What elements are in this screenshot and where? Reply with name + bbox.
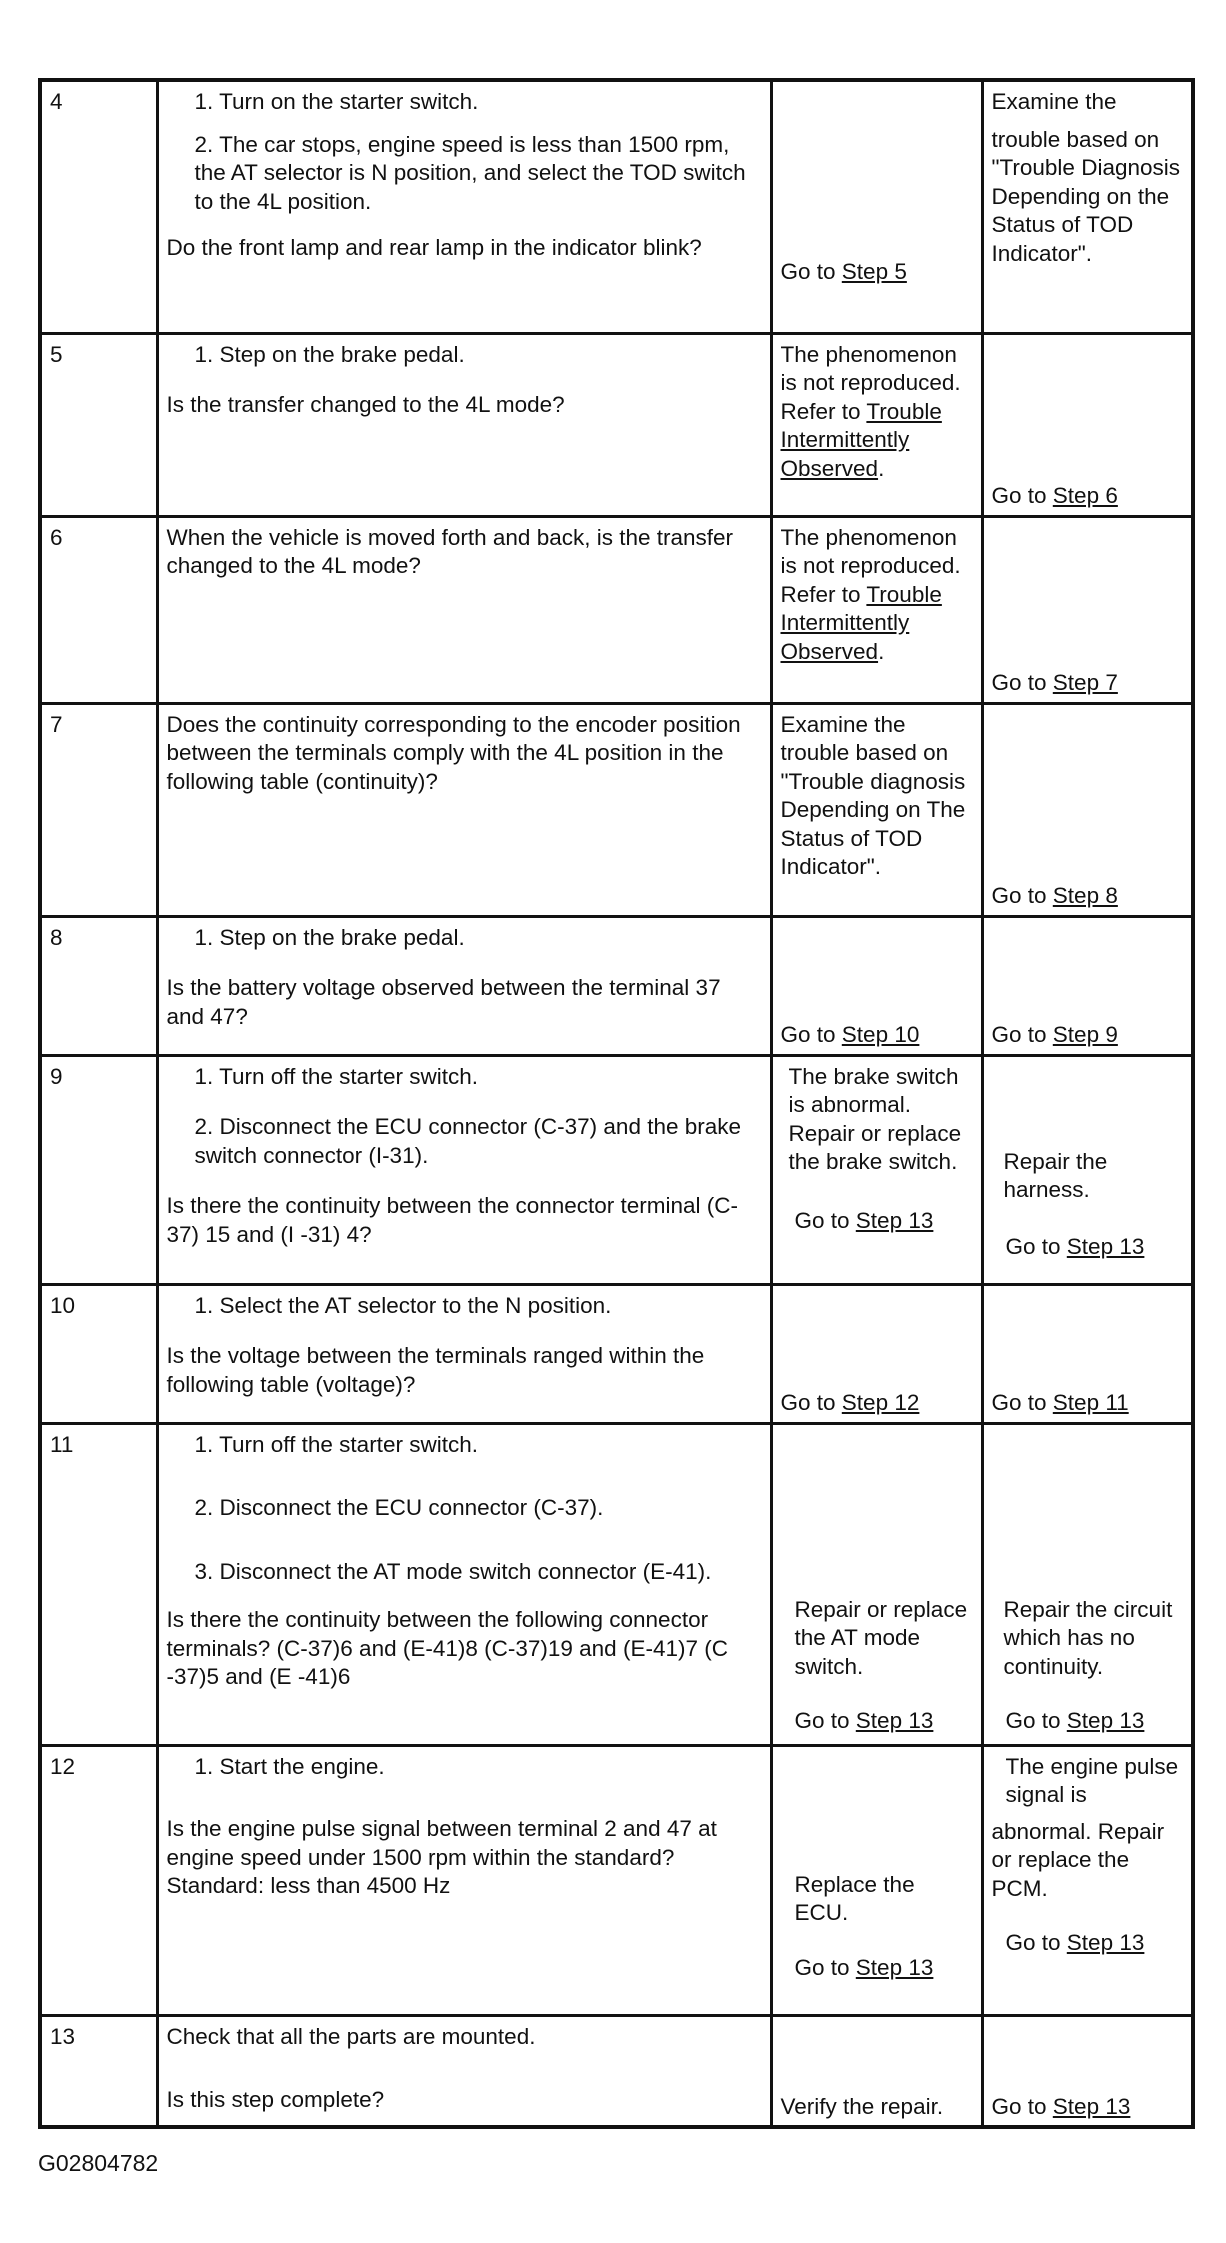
yes-cell (771, 2015, 982, 2127)
go-to-label: Go to (991, 2093, 1053, 2119)
no-cell (982, 1055, 1193, 1284)
step-link[interactable]: Step 13 (1066, 1930, 1145, 1955)
punctuation: . (878, 455, 885, 481)
result-text: Verify the repair. (780, 2093, 944, 2119)
step-link[interactable]: Step 5 (841, 259, 907, 284)
question-text: Is this step complete? (166, 2087, 385, 2112)
result-text: The engine pulse signal is (1005, 1753, 1179, 1807)
step-number: 9 (40, 1055, 157, 1284)
question-text: Is the voltage between the terminals ranged within the following table (voltage)? (166, 1343, 705, 1397)
table-row (40, 916, 1193, 1055)
table-row (40, 1423, 1193, 1745)
punctuation: . (878, 638, 885, 664)
result-text: Replace the ECU. (794, 1871, 915, 1925)
action-line: Check that all the parts are mounted. (166, 2023, 536, 2049)
result-text: Examine the trouble based on "Trouble diagnosis Depending on The Status of TOD Indicator". (780, 711, 966, 879)
table-row (40, 1745, 1193, 2015)
step-link[interactable]: Step 13 (855, 1954, 934, 1980)
no-cell (982, 703, 1193, 916)
result-text: The brake switch is abnormal. Repair or replace the brake switch. (788, 1063, 962, 1174)
go-to-label: Go to (991, 1390, 1053, 1415)
action-cell (157, 80, 771, 333)
step-number: 10 (40, 1284, 157, 1423)
go-to-label: Go to (794, 1954, 856, 1980)
step-number: 11 (40, 1423, 157, 1745)
go-to-label: Go to (780, 259, 842, 284)
result-text: trouble based on "Trouble Diagnosis Depending on the Status of TOD Indicator". (991, 126, 1180, 266)
yes-cell (771, 703, 982, 916)
action-cell (157, 1423, 771, 1745)
question-text: When the vehicle is moved forth and back, is the transfer changed to the 4L mode? (166, 524, 734, 578)
action-line: 2. Disconnect the ECU connector (C-37) and the brake switch connector (I-31). (194, 1114, 742, 1168)
no-cell (982, 516, 1193, 703)
yes-cell (771, 333, 982, 516)
step-link[interactable]: Step 9 (1052, 1022, 1118, 1047)
no-cell (982, 916, 1193, 1055)
table-row (40, 516, 1193, 703)
action-cell (157, 1055, 771, 1284)
go-to-label: Go to (794, 1207, 856, 1233)
step-link[interactable]: Step 13 (1066, 1708, 1145, 1733)
result-text: Repair the harness. (1003, 1148, 1108, 1202)
go-to-label: Go to (1005, 1930, 1067, 1955)
diagnostic-steps-table (38, 78, 1195, 2129)
question-text: Is the battery voltage observed between the terminal 37 and 47? (166, 975, 721, 1029)
result-text: The phenomenon is not reproduced. Refer to (780, 524, 961, 607)
step-link[interactable]: Step 13 (1052, 2093, 1131, 2119)
step-link[interactable]: Step 8 (1052, 883, 1118, 908)
yes-cell (771, 916, 982, 1055)
step-link[interactable]: Step 10 (841, 1022, 920, 1047)
action-line: 3. Disconnect the AT mode switch connector (E-41). (194, 1558, 712, 1584)
action-cell (157, 916, 771, 1055)
result-text: Examine the (991, 89, 1117, 114)
step-number: 6 (40, 516, 157, 703)
go-to-label: Go to (780, 1022, 842, 1047)
action-line: 1. Step on the brake pedal. (194, 924, 465, 950)
go-to-label: Go to (991, 483, 1053, 508)
step-link[interactable]: Step 6 (1052, 483, 1118, 508)
yes-cell (771, 80, 982, 333)
no-cell (982, 1423, 1193, 1745)
yes-cell (771, 1284, 982, 1423)
go-to-label: Go to (794, 1708, 856, 1733)
trouble-intermittently-link[interactable]: Trouble Intermittently Observed (780, 398, 942, 481)
step-link[interactable]: Step 13 (855, 1207, 934, 1233)
action-cell (157, 703, 771, 916)
no-cell (982, 1745, 1193, 2015)
no-cell (982, 333, 1193, 516)
action-line: 1. Turn off the starter switch. (194, 1431, 478, 1457)
question-text: Is the transfer changed to the 4L mode? (166, 392, 565, 417)
go-to-label: Go to (991, 883, 1053, 908)
question-text: Does the continuity corresponding to the encoder position between the terminals comply with the 4L position in the following table (continuity)? (166, 711, 741, 794)
action-cell (157, 1745, 771, 2015)
table-row (40, 80, 1193, 333)
step-link[interactable]: Step 7 (1052, 670, 1118, 695)
action-line: 2. The car stops, engine speed is less than 1500 rpm, the AT selector is N position, and select the TOD switch to the 4L position. (194, 131, 746, 214)
go-to-label: Go to (991, 1022, 1053, 1047)
yes-cell (771, 1055, 982, 1284)
no-cell (982, 1284, 1193, 1423)
yes-cell (771, 1745, 982, 2015)
step-link[interactable]: Step 13 (1066, 1233, 1145, 1259)
go-to-label: Go to (1005, 1233, 1067, 1259)
table-row (40, 703, 1193, 916)
table-row (40, 333, 1193, 516)
action-cell (157, 333, 771, 516)
go-to-label: Go to (1005, 1708, 1067, 1733)
result-text: abnormal. Repair or replace the PCM. (991, 1818, 1165, 1901)
action-cell (157, 1284, 771, 1423)
step-number: 13 (40, 2015, 157, 2127)
step-number: 7 (40, 703, 157, 916)
trouble-intermittently-link[interactable]: Trouble Intermittently Observed (780, 581, 942, 664)
action-line: 1. Select the AT selector to the N position. (194, 1292, 612, 1318)
result-text: Repair or replace the AT mode switch. (794, 1596, 968, 1679)
no-cell (982, 2015, 1193, 2127)
question-text: Do the front lamp and rear lamp in the indicator blink? (166, 235, 702, 260)
step-number: 5 (40, 333, 157, 516)
step-link[interactable]: Step 13 (855, 1708, 934, 1733)
go-to-label: Go to (780, 1390, 842, 1415)
table-row (40, 2015, 1193, 2127)
action-line: 2. Disconnect the ECU connector (C-37). (194, 1495, 604, 1520)
action-line: 1. Turn off the starter switch. (194, 1063, 478, 1089)
question-text: Is the engine pulse signal between terminal 2 and 47 at engine speed under 1500 rpm within the standard? Standard: less than 4500 Hz (166, 1816, 717, 1898)
step-number: 12 (40, 1745, 157, 2015)
step-link[interactable]: Step 11 (1052, 1390, 1129, 1415)
table-row (40, 1055, 1193, 1284)
table-row (40, 1284, 1193, 1423)
action-line: 1. Turn on the starter switch. (194, 89, 479, 114)
figure-id: G02804782 (38, 2150, 159, 2176)
result-text: The phenomenon is not reproduced. Refer to (780, 341, 961, 424)
go-to-label: Go to (991, 670, 1053, 695)
action-line: 1. Start the engine. (194, 1753, 385, 1779)
no-cell (982, 80, 1193, 333)
step-number: 4 (40, 80, 157, 333)
step-number: 8 (40, 916, 157, 1055)
action-cell (157, 516, 771, 703)
action-cell (157, 2015, 771, 2127)
step-link[interactable]: Step 12 (841, 1390, 920, 1415)
yes-cell (771, 1423, 982, 1745)
question-text: Is there the continuity between the connector terminal (C-37) 15 and (I -31) 4? (166, 1193, 739, 1247)
action-line: 1. Step on the brake pedal. (194, 341, 465, 367)
yes-cell (771, 516, 982, 703)
result-text: Repair the circuit which has no continuity. (1003, 1596, 1173, 1679)
question-text: Is there the continuity between the following connector terminals? (C-37)6 and (E-41)8 (C-37)19 and (E-41)7 (C -37)5 and (E -41)6 (166, 1607, 728, 1689)
